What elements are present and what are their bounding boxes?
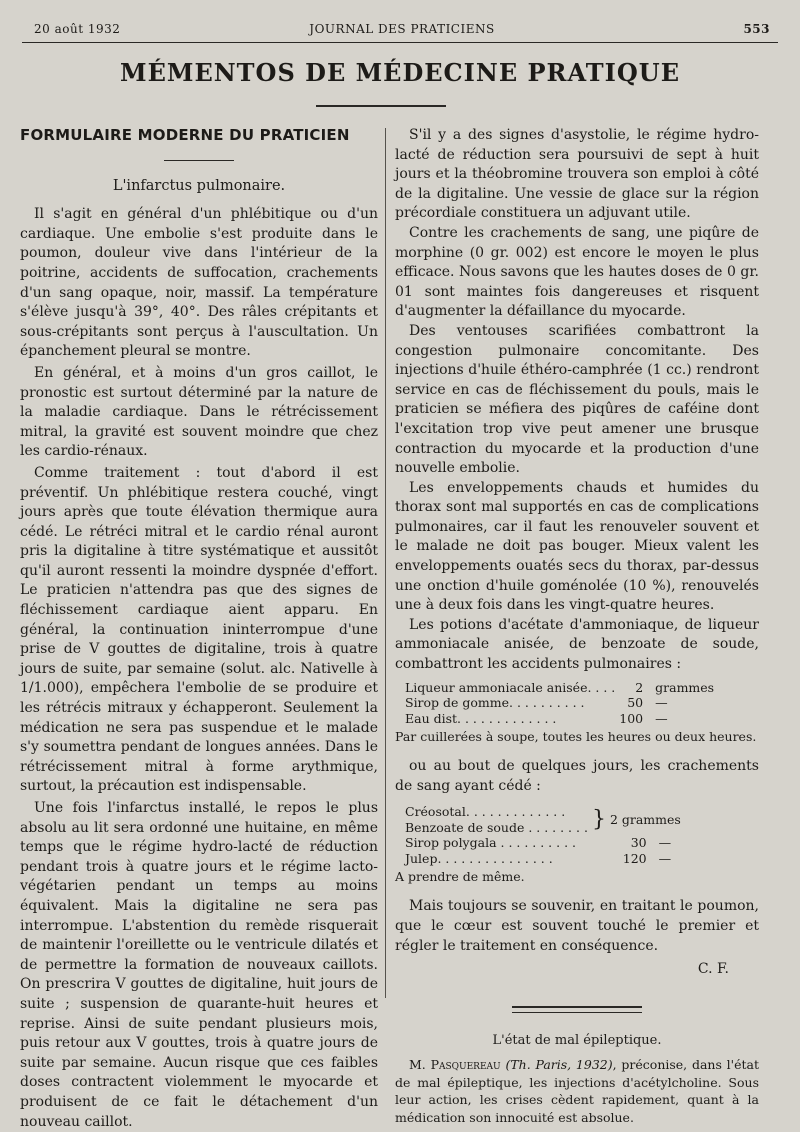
paragraph: Des ventouses scarifiées combattront la congestion pulmonaire concomitante. Des injections d'huile éthéro-camphrée (1 cc.) rendront service en cas de fléchissement du pouls, mais le praticien se méfiera des piqûres de caféine dont l'excitation trop vive peut amener une brusque contraction du myocarde et la production d'une nouvelle embolie. (395, 322, 759, 477)
paragraph: Les potions d'acétate d'ammoniaque, de liqueur ammoniacale anisée, de benzoate de soude, combattront les accidents pulmonaires : (395, 616, 759, 673)
table-row (405, 695, 718, 711)
author-name: M. Pasquereau (409, 1057, 501, 1073)
rx-quantity: 50 (627, 695, 644, 711)
prescription-table-2 (405, 804, 685, 866)
paragraph (395, 1056, 759, 1126)
paragraph: ou au bout de quelques jours, les crachements de sang ayant cédé : (395, 758, 759, 794)
rx-ingredient: Créosotal. . . . . . . . . . . . . (405, 804, 566, 820)
left-column (20, 126, 378, 1132)
article-subtitle: L'infarctus pulmonaire. (112, 177, 286, 194)
table-row (405, 804, 685, 820)
page-title: MÉMENTOS DE MÉDECINE PRATIQUE (120, 58, 680, 87)
rx-quantity: 2 (635, 679, 644, 695)
rx-ingredient: Sirop de gomme. . . . . . . . . . (405, 695, 585, 711)
table-row (405, 680, 718, 696)
rx-quantity: 120 (622, 850, 647, 866)
right-column (395, 126, 759, 1126)
closing-paragraph: Mais toujours se souvenir, en traitant le poumon, que le cœur est souvent touché le premier et régler le traitement en conséquence. (395, 898, 759, 954)
header-date: 20 août 1932 (34, 22, 121, 36)
rx-ingredient: Eau dist. . . . . . . . . . . . . (405, 710, 557, 726)
rx-ingredient: Sirop polygala . . . . . . . . . . (405, 835, 576, 851)
article-subtitle: L'état de mal épileptique. (492, 1032, 662, 1048)
paragraph: Les enveloppements chauds et humides du thorax sont mal supportés en cas de complications pulmonaires, car il faut les renouveler souvent et le malade ne doit pas bouger. Mieux valent les enveloppements ouatés secs du thorax, par-dessus une onction d'huile goménolée (10 %), renouvelés une à deux fois dans les vingt-quatre heures. (395, 479, 759, 614)
section-rule (164, 160, 234, 161)
section-heading: FORMULAIRE MODERNE DU PRATICIEN (20, 126, 350, 144)
paragraph: S'il y a des signes d'asystolie, le régime hydro-lacté de réduction sera poursuivi de sept à huit jours et la théobromine trouvera son emploi à côté de la digitaline. Une vessie de glace sur la région précordiale constituera un adjuvant utile. (395, 127, 759, 222)
rx-ingredient: Liqueur ammoniacale anisée. . . . (405, 679, 616, 695)
rx-unit: — (655, 710, 668, 726)
rx-note: A prendre de même. (395, 869, 525, 885)
rx-quantity: 100 (619, 710, 644, 726)
rx-unit: — (658, 850, 672, 866)
table-row (405, 835, 685, 851)
table-row (405, 851, 685, 867)
signature: C. F. (697, 961, 729, 978)
header-journal: JOURNAL DES PRATICIENS (309, 22, 495, 36)
running-header (34, 22, 770, 40)
abstract-body: , préconise, dans l'état de mal épileptique, les injections d'acétylcholine. Sous leur action, les crises cèdent rapidement, quant à la médication son innocuité est absolue. (395, 1057, 759, 1125)
rx-ingredient: Julep. . . . . . . . . . . . . . . (405, 850, 553, 866)
header-rule (22, 42, 778, 43)
citation: (Th. Paris, 1932) (505, 1057, 613, 1073)
section-separator (512, 1006, 642, 1013)
rx-unit: — (655, 695, 668, 711)
prescription-table-1 (405, 680, 718, 727)
paragraph: Comme traitement : tout d'abord il est préventif. Un phlébitique restera couché, vingt jours après que toute élévation thermique aura cédé. Le rétréci mitral et le cardio rénal auront pris la digitaline à titre systématique et aussitôt qu'il auront ressenti la moindre dyspnée d'effort. Le praticien n'attendra pas que des signes de fléchissement cardiaque aient apparu. En général, la continuation ininterrompue d'une prise de V gouttes de digitaline, trois à quatre jours de suite, par semaine (solut. alc. Nativelle à 1/1.000), empêchera l'embolie de se produire et les rétrécis mitraux y échapperont. Seulement la médication ne sera pas suspendue et le malade s'y soumettra pendant de longues années. Dans le rétrécissement mitral à forme arythmique, surtout, la précaution est indispensable. (20, 464, 378, 795)
brace-symbol: } (591, 806, 606, 832)
table-row (405, 711, 718, 727)
title-rule (316, 105, 446, 107)
paragraph: Il s'agit en général d'un phlébitique ou d'un cardiaque. Une embolie s'est produite dans le poumon, douleur vive dans l'intérieur de la poitrine, accidents de suffocation, crachements d'un sang opaque, noir, massif. La température s'élève jusqu'à 39°, 40°. Des râles crépitants et sous-crépitants sont perçus à l'auscultation. Un épanchement pleural se montre. (20, 206, 378, 360)
header-page-number: 553 (743, 22, 770, 36)
rx-unit: — (658, 835, 672, 851)
rx-note: Par cuillerées à soupe, toutes les heures ou deux heures. (395, 729, 757, 745)
paragraph: Contre les crachements de sang, une piqûre de morphine (0 gr. 002) est encore le moyen le plus efficace. Nous savons que les hautes doses de 0 gr. 01 sont maintes fois dangereuses et risquent d'augmenter la défaillance du myocarde. (395, 224, 759, 320)
rx-ingredient: Benzoate de soude . . . . . . . . (405, 819, 588, 835)
column-divider (385, 128, 386, 998)
rx-grouped-dose: 2 grammes (609, 812, 681, 828)
paragraph: En général, et à moins d'un gros caillot, le pronostic est surtout déterminé par la nature de la maladie cardiaque. Dans le rétrécissement mitral, la gravité est souvent moindre que chez les cardio-rénaux. (20, 364, 378, 460)
rx-quantity: 30 (630, 835, 647, 851)
rx-unit: grammes (655, 679, 715, 695)
paragraph: Une fois l'infarctus installé, le repos le plus absolu au lit sera ordonné une huitaine, en même temps que le régime hydro-lacté de réduction pendant trois à quatre jours et le régime lacto-végétarien pendant un temps au moins équivalent. Mais la digitaline ne sera pas interrompue. L'abstention du remède risquerait de maintenir l'oreillette ou le ventricule dilatés et de permettre la formation de nouveaux caillots. On prescrira V gouttes de digitaline, huit jours de suite ; suspension de quarante-huit heures et reprise. Ainsi de suite pendant plusieurs mois, puis retour aux V gouttes, trois à quatre jours de suite par semaine. Aucun risque que ces faibles doses contractent violemment le myocarde et produisent de ce fait le détachement d'un nouveau caillot. (20, 800, 378, 1130)
